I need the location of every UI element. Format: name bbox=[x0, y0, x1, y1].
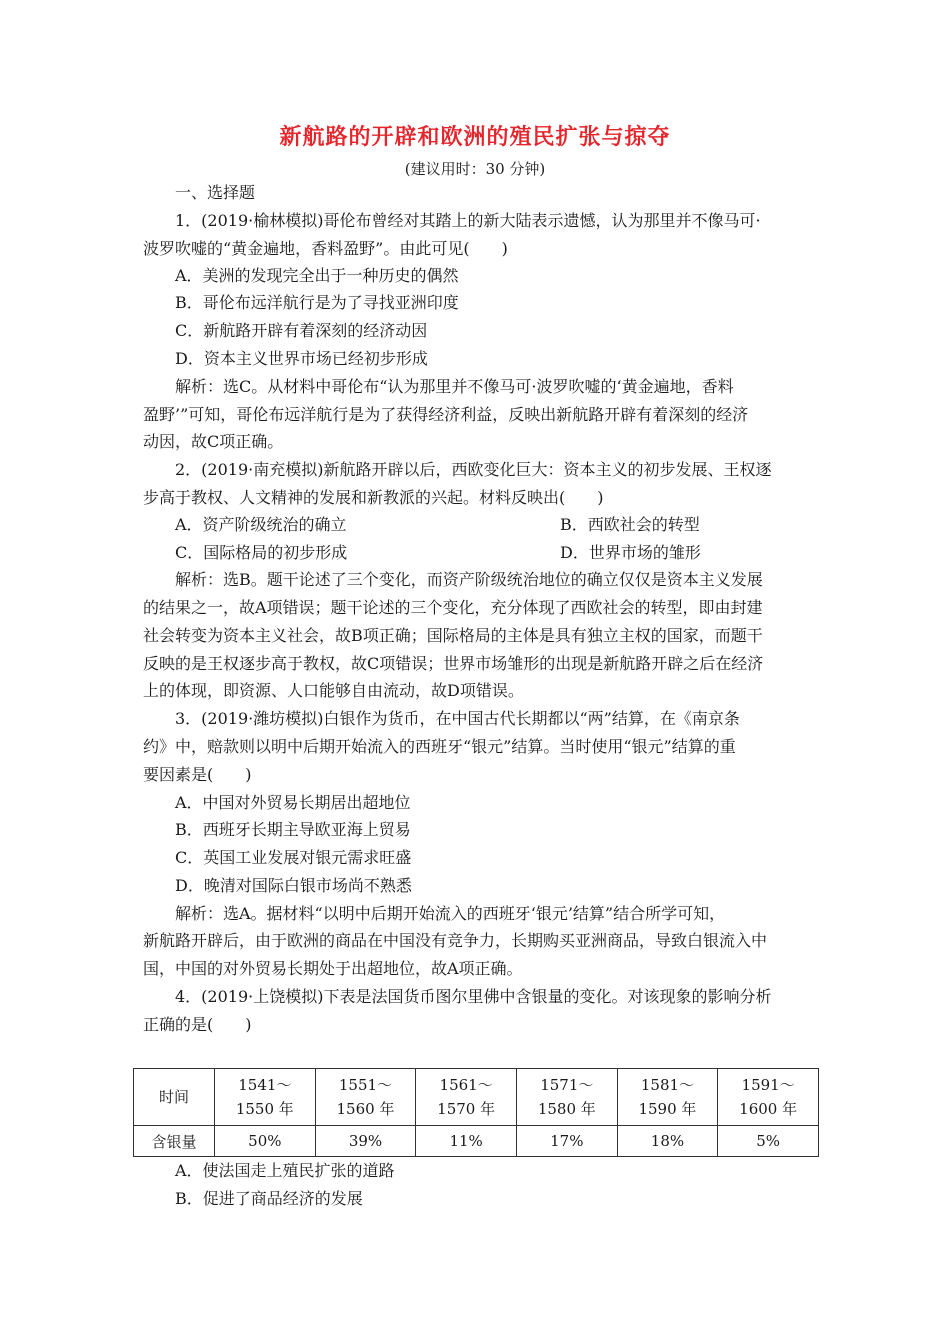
q1-analysis: 盈野’”可知，哥伦布远洋航行是为了获得经济利益，反映出新航路开辟有着深刻的经济 bbox=[143, 405, 749, 424]
page-subtitle: (建议用时：30 分钟) bbox=[404, 160, 546, 178]
q3-stem: 约》中，赔款则以明中后期开始流入的西班牙“银元”结算。当时使用“银元”结算的重 bbox=[143, 737, 736, 756]
q1-analysis: 解析：选C。从材料中哥伦布“认为那里并不像马可·波罗吹嘘的‘黄金遍地，香料 bbox=[175, 377, 734, 396]
q2-stem: 2．(2019·南充模拟)新航路开辟以后，西欧变化巨大：资本主义的初步发展、王权逐 bbox=[175, 460, 772, 479]
table-cell-period: 1561～ 1570 年 bbox=[416, 1069, 517, 1126]
q3-option-c: C．英国工业发展对银元需求旺盛 bbox=[175, 848, 412, 867]
q1-stem: 1．(2019·榆林模拟)哥伦布曾经对其踏上的新大陆表示遗憾，认为那里并不像马可· bbox=[175, 211, 761, 230]
q4-option-a: A．使法国走上殖民扩张的道路 bbox=[175, 1161, 395, 1180]
q3-analysis: 国，中国的对外贸易长期处于出超地位，故A项正确。 bbox=[143, 959, 523, 978]
table-row bbox=[134, 1126, 819, 1157]
q4-option-b: B．促进了商品经济的发展 bbox=[175, 1189, 363, 1208]
q1-option-a: A．美洲的发现完全出于一种历史的偶然 bbox=[175, 266, 459, 285]
q1-option-c: C．新航路开辟有着深刻的经济动因 bbox=[175, 321, 428, 340]
table-cell-silver: 11% bbox=[416, 1126, 517, 1157]
table-cell-period: 1571～ 1580 年 bbox=[516, 1069, 617, 1126]
q2-stem: 步高于教权、人文精神的发展和新教派的兴起。材料反映出( ) bbox=[143, 488, 604, 507]
table-cell-silver: 50% bbox=[215, 1126, 316, 1157]
table-header-time: 时间 bbox=[134, 1069, 215, 1126]
table-row bbox=[134, 1069, 819, 1126]
q3-option-d: D．晚清对国际白银市场尚不熟悉 bbox=[175, 876, 412, 895]
table-cell-period: 1581～ 1590 年 bbox=[617, 1069, 718, 1126]
table-cell-period: 1541～ 1550 年 bbox=[215, 1069, 316, 1126]
q1-stem: 波罗吹嘘的“黄金遍地，香料盈野”。由此可见( ) bbox=[143, 239, 508, 258]
q3-option-b: B．西班牙长期主导欧亚海上贸易 bbox=[175, 820, 411, 839]
table-cell-silver: 5% bbox=[718, 1126, 819, 1157]
q3-stem: 3．(2019·潍坊模拟)白银作为货币，在中国古代长期都以“两”结算，在《南京条 bbox=[175, 709, 740, 728]
q2-option-a: A．资产阶级统治的确立 bbox=[175, 515, 347, 534]
q2-option-c: C．国际格局的初步形成 bbox=[175, 543, 348, 562]
q4-stem: 4．(2019·上饶模拟)下表是法国货币图尔里佛中含银量的变化。对该现象的影响分析 bbox=[175, 987, 772, 1006]
q2-analysis: 上的体现，即资源、人口能够自由流动，故D项错误。 bbox=[143, 681, 524, 700]
q2-analysis: 社会转变为资本主义社会，故B项正确；国际格局的主体是具有独立主权的国家，而题干 bbox=[143, 626, 763, 645]
section-heading: 一、选择题 bbox=[175, 183, 256, 202]
q1-analysis: 动因，故C项正确。 bbox=[143, 432, 284, 451]
table-header-silver: 含银量 bbox=[134, 1126, 215, 1157]
q2-analysis: 解析：选B。题干论述了三个变化，而资产阶级统治地位的确立仅仅是资本主义发展 bbox=[175, 570, 763, 589]
table-cell-silver: 18% bbox=[617, 1126, 718, 1157]
q1-option-b: B．哥伦布远洋航行是为了寻找亚洲印度 bbox=[175, 293, 459, 312]
table-cell-silver: 17% bbox=[516, 1126, 617, 1157]
table-cell-period: 1591～ 1600 年 bbox=[718, 1069, 819, 1126]
table-cell-silver: 39% bbox=[315, 1126, 416, 1157]
q3-stem: 要因素是( ) bbox=[143, 765, 252, 784]
q3-analysis: 新航路开辟后，由于欧洲的商品在中国没有竞争力，长期购买亚洲商品，导致白银流入中 bbox=[143, 931, 768, 950]
q2-option-d: D．世界市场的雏形 bbox=[560, 543, 701, 562]
silver-content-table bbox=[133, 1068, 819, 1157]
q3-option-a: A．中国对外贸易长期居出超地位 bbox=[175, 793, 411, 812]
q2-analysis: 反映的是王权逐步高于教权，故C项错误；世界市场雏形的出现是新航路开辟之后在经济 bbox=[143, 654, 764, 673]
page-title: 新航路的开辟和欧洲的殖民扩张与掠夺 bbox=[279, 125, 671, 150]
q1-option-d: D．资本主义世界市场已经初步形成 bbox=[175, 349, 428, 368]
q2-analysis: 的结果之一，故A项错误；题干论述的三个变化，充分体现了西欧社会的转型，即由封建 bbox=[143, 598, 763, 617]
q3-analysis: 解析：选A。据材料“以明中后期开始流入的西班牙‘银元’结算”结合所学可知， bbox=[175, 904, 726, 923]
q2-option-b: B．西欧社会的转型 bbox=[560, 515, 700, 534]
q4-stem: 正确的是( ) bbox=[143, 1015, 252, 1034]
table-cell-period: 1551～ 1560 年 bbox=[315, 1069, 416, 1126]
